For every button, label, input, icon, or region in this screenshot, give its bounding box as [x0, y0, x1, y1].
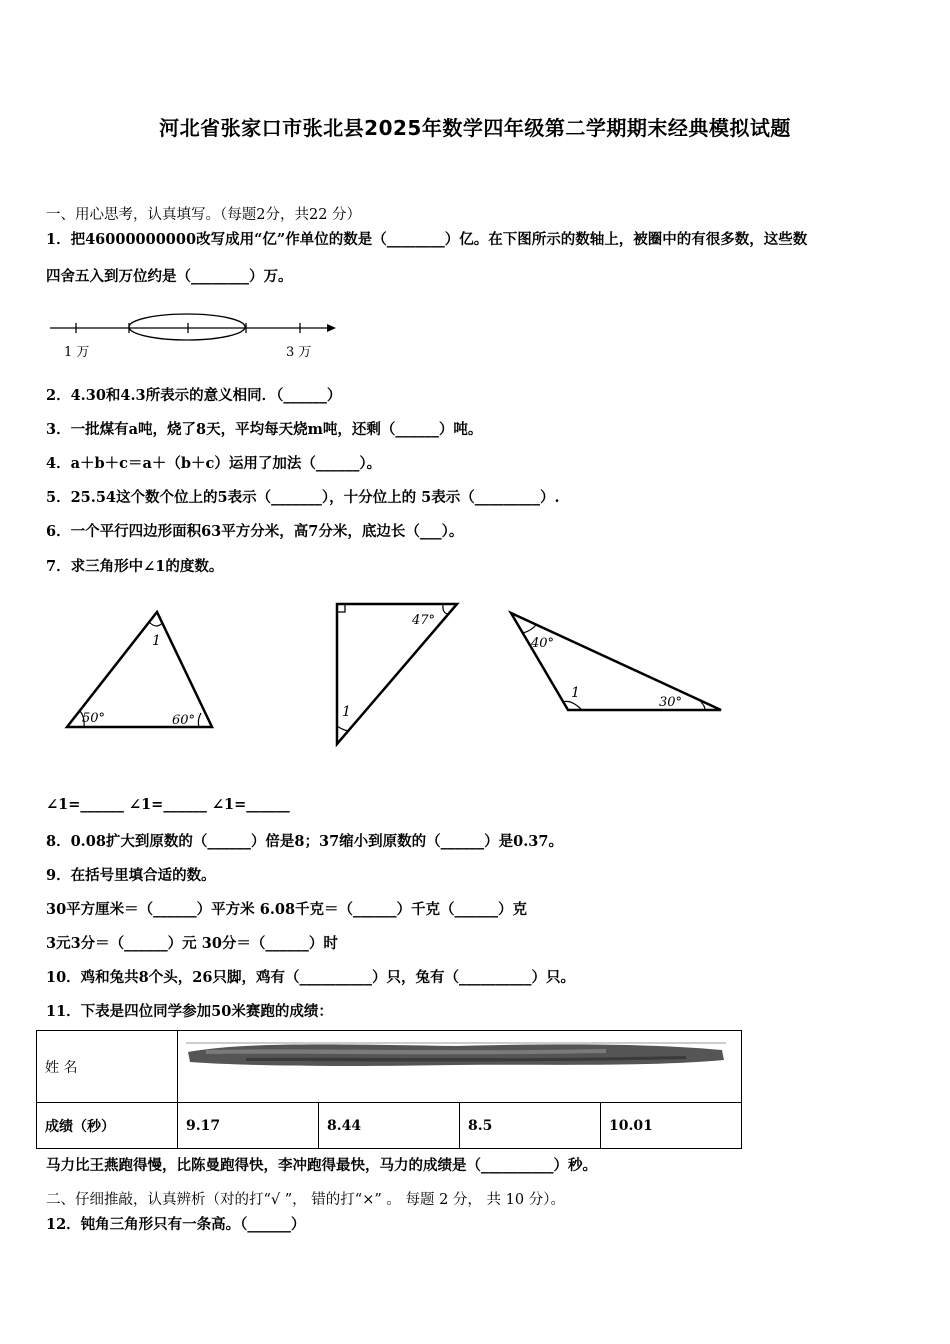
- name-header-cell: 姓 名: [37, 1031, 178, 1103]
- triangle-1-angle-left: 50°: [82, 711, 106, 726]
- question-1-line-b: 四舍五入到万位约是（________）万。: [46, 268, 293, 285]
- triangle-3: [505, 605, 730, 717]
- triangle-1-angle-right: 60°: [172, 713, 196, 728]
- question-1-line-a: 1．把46000000000改写成用“亿”作单位的数是（________）亿。在下图所示的数轴上，被圈中的有很多数，这些数: [46, 231, 808, 248]
- question-5: 5．25.54这个数个位上的5表示（_______），十分位上的 5表示（_________）.: [46, 489, 560, 506]
- question-9-line-a: 30平方厘米＝（______）平方米 6.08千克＝（______）千克（______）克: [46, 901, 528, 918]
- question-7-answers: ∠1=______ ∠1=______ ∠1=______: [46, 796, 290, 813]
- triangle-2-angle-bottom: 1: [342, 704, 351, 720]
- question-3: 3．一批煤有a吨，烧了8天，平均每天烧m吨，还剩（______）吨。: [46, 421, 483, 438]
- number-line-arrow: [327, 324, 336, 332]
- number-line-figure: [46, 305, 346, 365]
- section-1-heading: 一、用心思考，认真填写。（每题2分，共22 分）: [46, 207, 362, 223]
- score-cell: 9.17: [178, 1103, 319, 1149]
- table-row: [37, 1103, 742, 1149]
- number-line-left-label: 1 万: [64, 345, 90, 360]
- page-title: 河北省张家口市张北县2025年数学四年级第二学期期末经典模拟试题: [159, 116, 791, 140]
- question-11-line-b: 马力比王燕跑得慢，比陈曼跑得快，李冲跑得最快，马力的成绩是（__________）秒。: [46, 1157, 597, 1174]
- number-line-circle: [129, 314, 245, 340]
- question-10: 10．鸡和兔共8个头，26只脚，鸡有（__________）只，兔有（__________）只。: [46, 969, 575, 986]
- question-12: 12．钝角三角形只有一条高。（______）: [46, 1216, 306, 1233]
- section-2-heading: 二、仔细推敲，认真辨析（对的打“√ ”， 错的打“×” 。 每题 2 分， 共 10 分）。: [46, 1192, 565, 1208]
- triangle-3-angle-right: 30°: [659, 695, 683, 710]
- question-11: 11．下表是四位同学参加50米赛跑的成绩：: [46, 1003, 333, 1020]
- question-9-line-b: 3元3分＝（______）元 30分＝（______）时: [46, 935, 338, 952]
- question-9: 9．在括号里填合适的数。: [46, 867, 216, 884]
- question-4: 4．a＋b＋c＝a＋（b＋c）运用了加法（______）。: [46, 455, 382, 472]
- score-cell: 10.01: [601, 1103, 742, 1149]
- triangle-3-angle-left: 40°: [531, 636, 555, 651]
- score-header-cell: 成绩（秒）: [37, 1103, 178, 1149]
- question-8: 8．0.08扩大到原数的（______）倍是8；37缩小到原数的（______）是0.37。: [46, 833, 563, 850]
- redaction-smudge: [186, 1040, 726, 1068]
- triangle-1: [60, 605, 220, 735]
- question-7: 7．求三角形中∠1的度数。: [46, 558, 224, 575]
- question-6: 6．一个平行四边形面积63平方分米，高7分米，底边长（___）。: [46, 523, 464, 540]
- score-cell: 8.5: [460, 1103, 601, 1149]
- triangle-1-angle-top: 1: [152, 633, 161, 649]
- number-line-right-label: 3 万: [286, 345, 312, 360]
- score-cell: 8.44: [319, 1103, 460, 1149]
- triangle-2-angle-top: 47°: [412, 613, 436, 628]
- question-2: 2．4.30和4.3所表示的意义相同．（______）: [46, 387, 342, 404]
- triangle-2: [328, 598, 468, 750]
- triangle-3-angle-bottom: 1: [571, 685, 580, 701]
